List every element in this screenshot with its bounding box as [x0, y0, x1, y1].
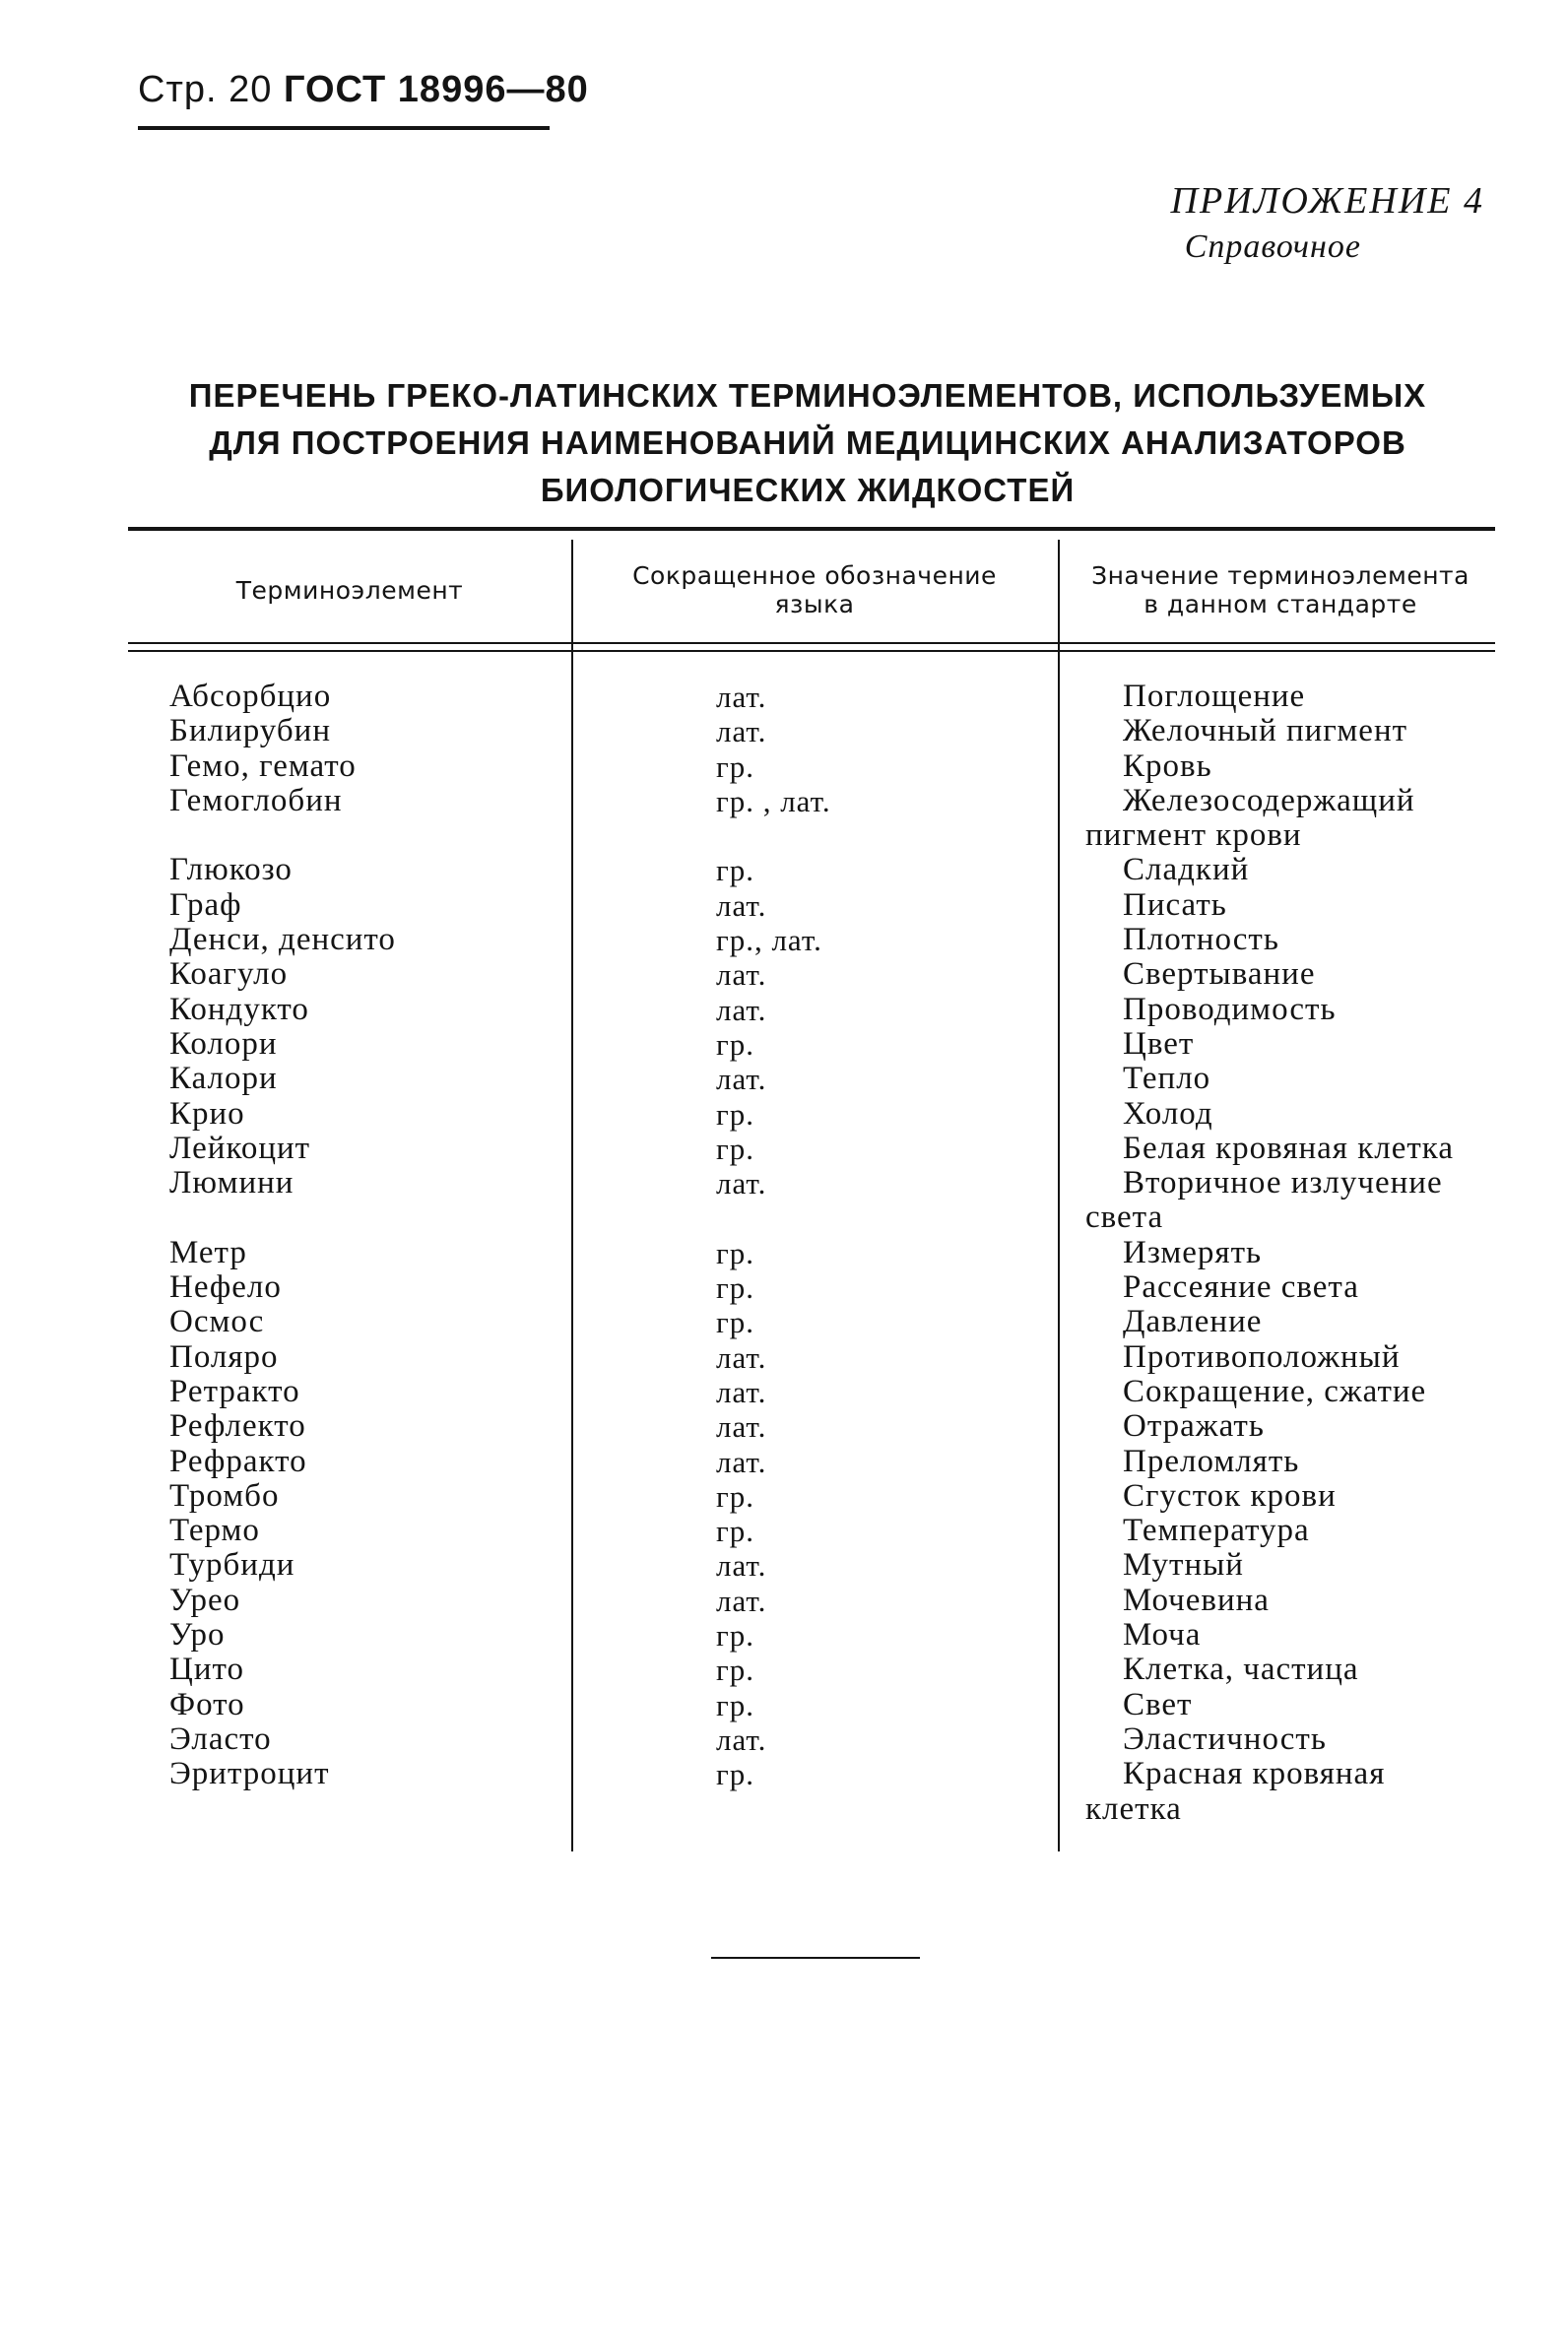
- language-cell: гр., лат.: [716, 923, 822, 958]
- meaning-cell: Свертывание: [1123, 956, 1316, 993]
- meaning-cell: Сладкий: [1123, 852, 1250, 888]
- language-cell: лат.: [716, 1583, 767, 1618]
- meaning-cell: Температура: [1123, 1513, 1310, 1549]
- table-row: [0, 1479, 1568, 1514]
- term-cell: Термо: [169, 1513, 260, 1549]
- table-row: [0, 1722, 1568, 1757]
- table-row: [0, 923, 1568, 957]
- language-cell: лат.: [716, 1166, 767, 1201]
- meaning-cell-continuation: пигмент крови: [1085, 817, 1302, 854]
- meaning-cell: Отражать: [1123, 1408, 1265, 1445]
- term-cell: Урео: [169, 1582, 241, 1618]
- table-row: [0, 680, 1568, 714]
- language-cell: гр.: [716, 1270, 754, 1306]
- language-cell: лат.: [716, 1339, 767, 1375]
- term-cell: Метр: [169, 1234, 247, 1270]
- table-row: [0, 1618, 1568, 1653]
- meaning-cell-continuation: света: [1085, 1200, 1164, 1236]
- term-cell: Калори: [169, 1061, 278, 1097]
- language-cell: лат.: [716, 714, 767, 749]
- column-header-term-text: Терминоэлемент: [235, 576, 464, 605]
- term-cell: Гемоглобин: [169, 782, 343, 818]
- table-row: [0, 1409, 1568, 1444]
- end-of-table-rule: [711, 1957, 920, 1959]
- language-cell: гр.: [716, 1618, 754, 1654]
- table-row: [0, 1340, 1568, 1375]
- table-row: [0, 1270, 1568, 1305]
- table-row: [0, 1514, 1568, 1548]
- term-cell: Люмини: [169, 1165, 294, 1201]
- language-cell: лат.: [716, 1548, 767, 1584]
- column-header-meaning-line-2: в данном стандарте: [1143, 590, 1417, 618]
- meaning-cell: Холод: [1123, 1095, 1213, 1132]
- header-underline: [138, 126, 550, 130]
- table-row: [0, 714, 1568, 748]
- meaning-cell: Измерять: [1123, 1234, 1263, 1270]
- term-cell: Коагуло: [169, 956, 289, 993]
- page-header: [138, 69, 589, 111]
- meaning-cell: Противоположный: [1123, 1338, 1401, 1375]
- table-row: [0, 888, 1568, 923]
- language-cell: лат.: [716, 1444, 767, 1479]
- header-double-rule-lower: [128, 650, 1495, 652]
- meaning-cell: Моча: [1123, 1617, 1202, 1654]
- column-header-meaning: [1068, 561, 1493, 618]
- term-cell: Кондукто: [169, 991, 309, 1027]
- column-header-meaning-line-1: Значение терминоэлемента: [1091, 561, 1470, 590]
- term-cell: Рефлекто: [169, 1408, 306, 1445]
- term-cell: Граф: [169, 886, 242, 923]
- table-row: [0, 1166, 1568, 1236]
- term-cell: Абсорбцио: [169, 679, 332, 714]
- language-cell: лат.: [716, 1409, 767, 1445]
- term-cell: Гемо, гемато: [169, 747, 357, 784]
- table-row: [0, 1757, 1568, 1827]
- table-row: [0, 1548, 1568, 1583]
- meaning-cell: Клетка, частица: [1123, 1652, 1359, 1688]
- language-cell: гр.: [716, 853, 754, 888]
- meaning-cell: Давление: [1123, 1304, 1263, 1340]
- table-row: [0, 853, 1568, 887]
- term-cell: Билирубин: [169, 713, 331, 749]
- meaning-cell: Мутный: [1123, 1547, 1244, 1584]
- language-cell: гр.: [716, 1131, 754, 1166]
- standard-number: ГОСТ 18996—80: [283, 69, 589, 110]
- table-row: [0, 1305, 1568, 1339]
- title-line-2: ДЛЯ ПОСТРОЕНИЯ НАИМЕНОВАНИЙ МЕДИЦИНСКИХ АНАЛИЗАТОРОВ: [209, 424, 1406, 461]
- table-row: [0, 1653, 1568, 1687]
- table-row: [0, 1097, 1568, 1132]
- language-cell: гр.: [716, 748, 754, 784]
- table-row: [0, 1236, 1568, 1270]
- term-cell: Крио: [169, 1095, 245, 1132]
- language-cell: лат.: [716, 680, 767, 714]
- term-cell: Колори: [169, 1025, 278, 1062]
- table-row: [0, 1688, 1568, 1722]
- language-cell: лат.: [716, 1721, 767, 1757]
- language-cell: гр.: [716, 1026, 754, 1062]
- document-title: [128, 372, 1487, 514]
- term-cell: Нефело: [169, 1269, 282, 1306]
- term-cell: Уро: [169, 1617, 226, 1654]
- meaning-cell: Железосодержащий: [1123, 782, 1415, 818]
- language-cell: гр.: [716, 1305, 754, 1340]
- meaning-cell: Проводимость: [1123, 991, 1337, 1027]
- meaning-cell-continuation: клетка: [1085, 1790, 1182, 1827]
- language-cell: гр.: [716, 1478, 754, 1514]
- term-cell: Фото: [169, 1686, 245, 1722]
- page-number: Стр. 20: [138, 69, 273, 110]
- term-cell: Тромбо: [169, 1477, 280, 1514]
- appendix-note: Справочное: [1184, 228, 1361, 266]
- table-row: [0, 1027, 1568, 1062]
- meaning-cell: Сокращение, сжатие: [1123, 1373, 1427, 1409]
- term-cell: Турбиди: [169, 1547, 295, 1584]
- meaning-cell: Желочный пигмент: [1123, 713, 1408, 749]
- table-row: [0, 1375, 1568, 1409]
- title-line-1: ПЕРЕЧЕНЬ ГРЕКО-ЛАТИНСКИХ ТЕРМИНОЭЛЕМЕНТОВ, ИСПОЛЬЗУЕМЫХ: [188, 377, 1427, 414]
- meaning-cell: Рассеяние света: [1123, 1269, 1359, 1306]
- term-cell: Поляро: [169, 1338, 279, 1375]
- term-cell: Лейкоцит: [169, 1130, 311, 1166]
- meaning-cell: Сгусток крови: [1123, 1477, 1337, 1514]
- meaning-cell: Свет: [1123, 1686, 1193, 1722]
- meaning-cell: Эластичность: [1123, 1720, 1327, 1757]
- term-cell: Глюкозо: [169, 852, 293, 888]
- term-cell: Эласто: [169, 1720, 272, 1757]
- language-cell: гр.: [716, 1514, 754, 1549]
- language-cell: лат.: [716, 1062, 767, 1097]
- meaning-cell: Кровь: [1123, 747, 1212, 784]
- table-row: [0, 1132, 1568, 1166]
- table-row: [0, 1062, 1568, 1096]
- table-row: [0, 784, 1568, 854]
- meaning-cell: Поглощение: [1123, 679, 1306, 714]
- meaning-cell: Тепло: [1123, 1061, 1211, 1097]
- meaning-cell: Вторичное излучение: [1123, 1165, 1443, 1201]
- meaning-cell: Мочевина: [1123, 1582, 1270, 1618]
- term-cell: Ретракто: [169, 1373, 300, 1409]
- language-cell: лат.: [716, 957, 767, 993]
- table-row: [0, 749, 1568, 784]
- language-cell: гр. , лат.: [716, 783, 831, 818]
- title-line-3: БИОЛОГИЧЕСКИХ ЖИДКОСТЕЙ: [540, 472, 1076, 508]
- language-cell: лат.: [716, 887, 767, 923]
- table-row: [0, 1584, 1568, 1618]
- term-cell: Осмос: [169, 1304, 265, 1340]
- table-body: [0, 680, 1568, 1827]
- term-cell: Цито: [169, 1652, 244, 1688]
- meaning-cell: Плотность: [1123, 922, 1279, 958]
- language-cell: гр.: [716, 1096, 754, 1132]
- term-cell: Эритроцит: [169, 1756, 330, 1792]
- language-cell: гр.: [716, 1687, 754, 1722]
- appendix-title: ПРИЛОЖЕНИЕ 4: [1170, 180, 1484, 222]
- meaning-cell: Писать: [1123, 886, 1227, 923]
- table-row: [0, 957, 1568, 992]
- term-cell: Рефракто: [169, 1443, 307, 1479]
- term-cell: Денси, денсито: [169, 922, 396, 958]
- column-header-language-line-1: Сокращенное обозначение: [632, 561, 997, 590]
- language-cell: гр.: [716, 1235, 754, 1270]
- table-top-rule: [128, 527, 1495, 531]
- meaning-cell: Цвет: [1123, 1025, 1195, 1062]
- header-double-rule-upper: [128, 642, 1495, 644]
- column-header-language: [581, 561, 1048, 618]
- language-cell: лат.: [716, 992, 767, 1027]
- table-row: [0, 1445, 1568, 1479]
- meaning-cell: Преломлять: [1123, 1443, 1300, 1479]
- table-row: [0, 993, 1568, 1027]
- meaning-cell: Белая кровяная клетка: [1123, 1130, 1454, 1166]
- language-cell: гр.: [716, 1757, 754, 1792]
- language-cell: гр.: [716, 1653, 754, 1688]
- language-cell: лат.: [716, 1374, 767, 1409]
- column-header-term: [138, 576, 561, 605]
- meaning-cell: Красная кровяная: [1123, 1756, 1386, 1792]
- appendix-label: [1171, 177, 1484, 270]
- column-header-language-line-2: языка: [774, 590, 855, 618]
